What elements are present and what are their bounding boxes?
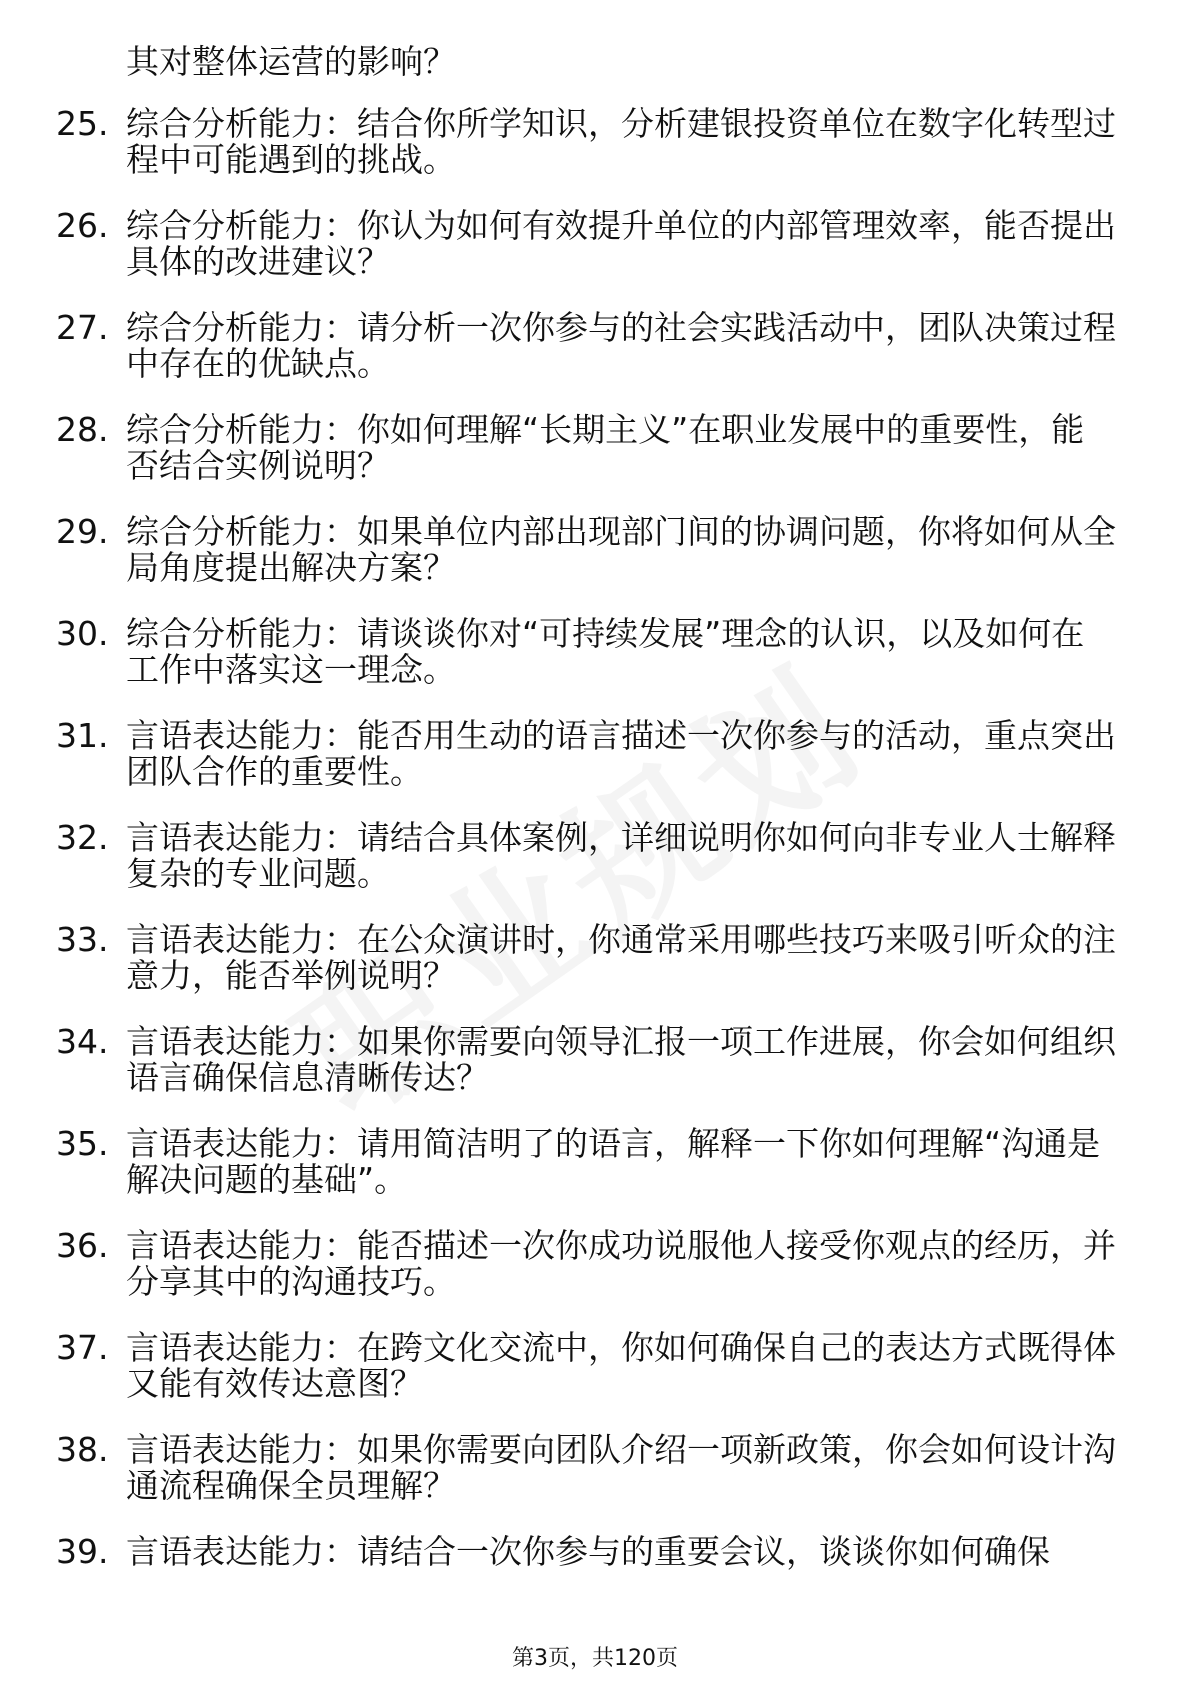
question-item-28 [0, 412, 1190, 484]
question-number: 33. [56, 920, 109, 959]
question-item-33 [0, 922, 1190, 994]
question-list [0, 44, 1190, 1600]
question-item-37 [0, 1330, 1190, 1402]
question-number: 25. [56, 104, 109, 143]
question-number: 27. [56, 308, 109, 347]
question-number: 30. [56, 614, 109, 653]
question-item-38 [0, 1432, 1190, 1504]
question-item-27 [0, 310, 1190, 382]
question-number: 37. [56, 1328, 109, 1367]
question-item-39 [0, 1534, 1190, 1570]
question-number: 32. [56, 818, 109, 857]
question-text: 言语表达能力：能否用生动的语言描述一次你参与的活动，重点突出团队合作的重要性。 [126, 716, 1116, 791]
question-item-25 [0, 106, 1190, 178]
question-text: 综合分析能力：你如何理解“长期主义”在职业发展中的重要性，能否结合实例说明？ [126, 410, 1085, 485]
question-number: 35. [56, 1124, 109, 1163]
continuation-text: 其对整体运营的影响？ [126, 42, 456, 81]
question-item-30 [0, 616, 1190, 688]
question-text: 综合分析能力：请谈谈你对“可持续发展”理念的认识，以及如何在工作中落实这一理念。 [126, 614, 1085, 689]
question-text: 综合分析能力：请分析一次你参与的社会实践活动中，团队决策过程中存在的优缺点。 [126, 308, 1116, 383]
question-item-32 [0, 820, 1190, 892]
question-text: 言语表达能力：请结合一次你参与的重要会议，谈谈你如何确保 [126, 1532, 1050, 1571]
question-text: 言语表达能力：请用简洁明了的语言，解释一下你如何理解“沟通是解决问题的基础”。 [126, 1124, 1101, 1199]
question-text: 言语表达能力：请结合具体案例，详细说明你如何向非专业人士解释复杂的专业问题。 [126, 818, 1116, 893]
question-text: 言语表达能力：如果你需要向团队介绍一项新政策，你会如何设计沟通流程确保全员理解？ [126, 1430, 1116, 1505]
question-item-34 [0, 1024, 1190, 1096]
question-text: 综合分析能力：如果单位内部出现部门间的协调问题，你将如何从全局角度提出解决方案？ [126, 512, 1116, 587]
question-text: 综合分析能力：你认为如何有效提升单位的内部管理效率，能否提出具体的改进建议？ [126, 206, 1116, 281]
question-number: 29. [56, 512, 109, 551]
question-item-36 [0, 1228, 1190, 1300]
question-number: 38. [56, 1430, 109, 1469]
page-footer: 第3页，共120页 [512, 1646, 678, 1671]
question-number: 26. [56, 206, 109, 245]
question-item-29 [0, 514, 1190, 586]
question-number: 28. [56, 410, 109, 449]
question-number: 36. [56, 1226, 109, 1265]
question-item-26 [0, 208, 1190, 280]
question-text: 综合分析能力：结合你所学知识，分析建银投资单位在数字化转型过程中可能遇到的挑战。 [126, 104, 1116, 179]
question-text: 言语表达能力：在跨文化交流中，你如何确保自己的表达方式既得体又能有效传达意图？ [126, 1328, 1116, 1403]
question-text: 言语表达能力：在公众演讲时，你通常采用哪些技巧来吸引听众的注意力，能否举例说明？ [126, 920, 1116, 995]
question-number: 31. [56, 716, 109, 755]
question-item-31 [0, 718, 1190, 790]
question-number: 34. [56, 1022, 109, 1061]
question-item-35 [0, 1126, 1190, 1198]
question-text: 言语表达能力：如果你需要向领导汇报一项工作进展，你会如何组织语言确保信息清晰传达？ [126, 1022, 1116, 1097]
question-text: 言语表达能力：能否描述一次你成功说服他人接受你观点的经历，并分享其中的沟通技巧。 [126, 1226, 1116, 1301]
question-number: 39. [56, 1532, 109, 1571]
